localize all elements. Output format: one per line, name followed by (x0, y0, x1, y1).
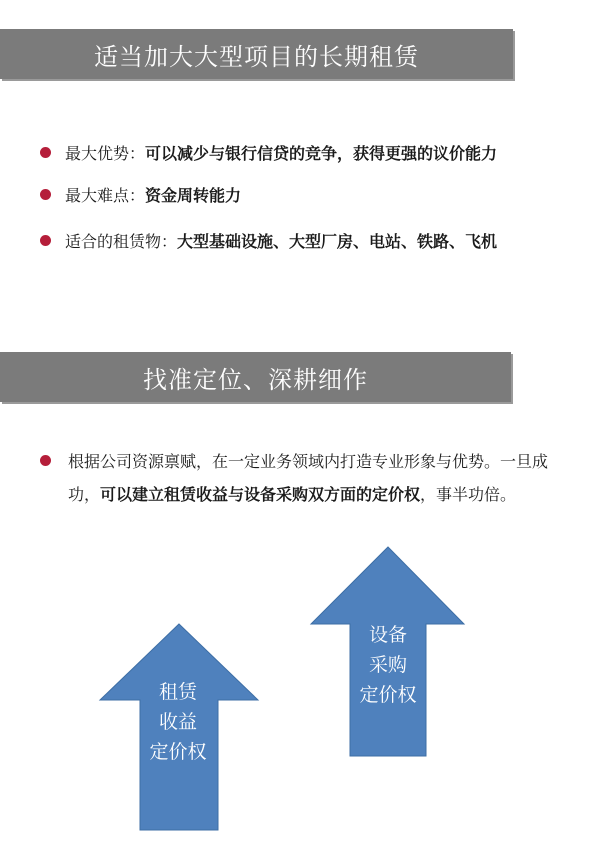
bullet-label: 最大难点： (65, 186, 146, 205)
bullet-value: 大型基础设施、大型厂房、电站、铁路、飞机 (177, 232, 498, 251)
arrow-label-right (348, 620, 428, 710)
paragraph-part: ，事半功倍。 (420, 485, 517, 504)
section-title: 适当加大大型项目的长期租赁 (94, 42, 419, 71)
bullet-label: 适合的租赁物： (65, 232, 178, 251)
bullet-label: 最大优势： (65, 144, 146, 163)
arrow-label-line: 定价权 (359, 684, 417, 706)
bullet-value: 资金周转能力 (145, 186, 242, 205)
arrow-label-line: 收益 (158, 711, 197, 733)
arrow-label-line: 设备 (368, 624, 407, 646)
section-title: 找准定位、深耕细作 (143, 365, 368, 394)
paragraph-bold: 可以建立租赁收益与设备采购双方面的定价权 (100, 485, 421, 504)
paragraph-part: 根据公司资源禀赋，在一定业务领域内打造专业形象与优势。一旦成功， (68, 452, 549, 504)
arrow-label-line: 定价权 (149, 741, 207, 763)
arrow-label-line: 租赁 (158, 681, 197, 703)
arrow-label-left (138, 677, 218, 767)
arrow-label-line: 采购 (368, 654, 407, 676)
bullet-value: 可以减少与银行信贷的竞争，获得更强的议价能力 (145, 144, 498, 163)
